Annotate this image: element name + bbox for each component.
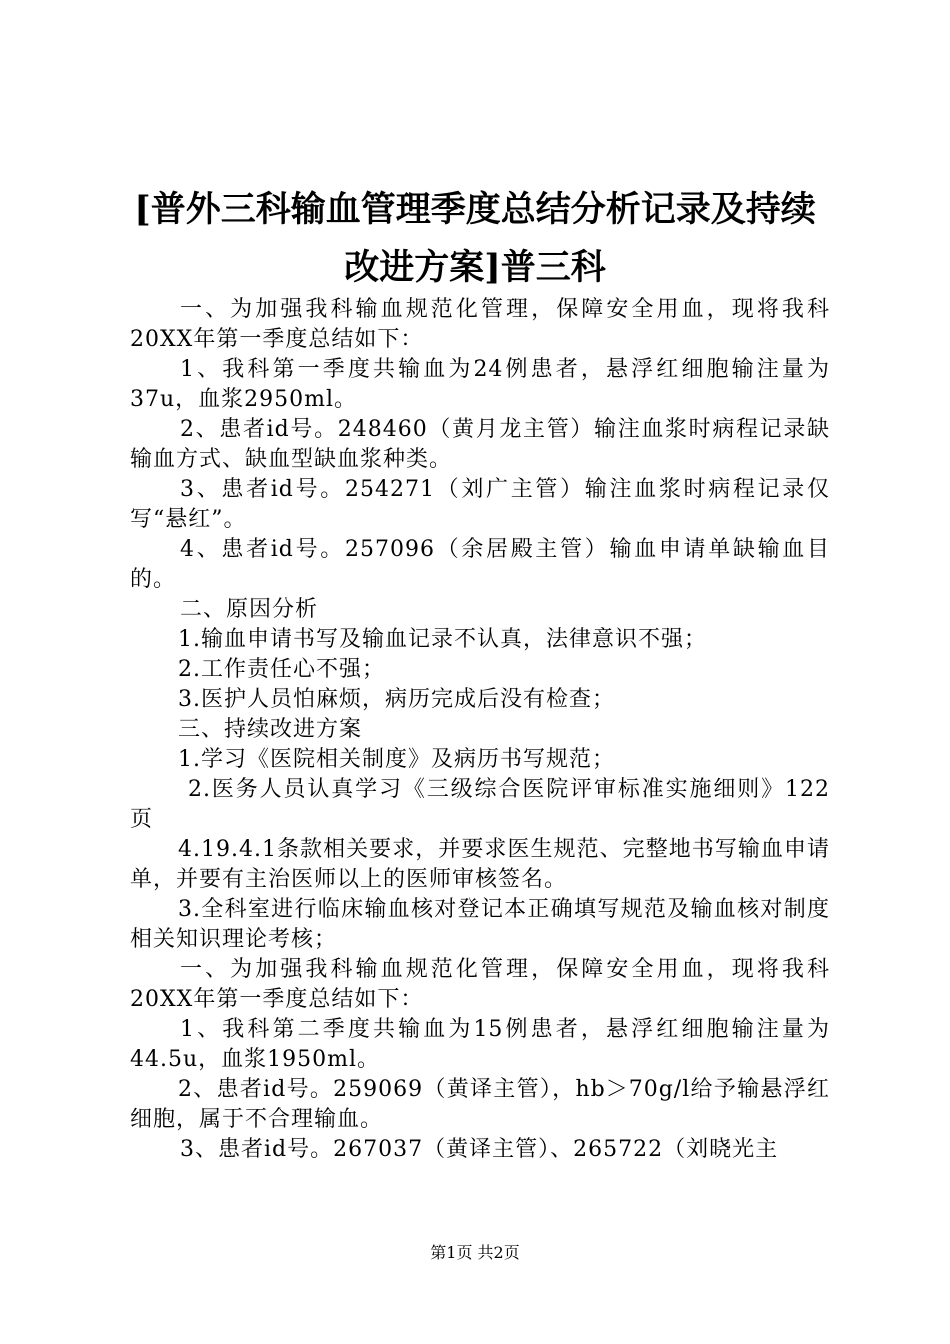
paragraph: 4、患者id号。257096（余居殿主管）输血申请单缺输血目的。	[130, 537, 830, 592]
paragraph: 一、为加强我科输血规范化管理，保障安全用血，现将我科20XX年第一季度总结如下：	[130, 297, 830, 352]
document-title-line-2: 改进方案]普三科	[344, 247, 606, 288]
document-title-line-1: [普外三科输血管理季度总结分析记录及持续	[134, 189, 816, 230]
paragraph: 1.输血申请书写及输血记录不认真，法律意识不强；	[178, 627, 707, 652]
section-heading: 二、原因分析	[180, 597, 319, 622]
paragraph: 2、患者id号。259069（黄译主管），hb＞70g/l给予输悬浮红细胞，属于不合理输血。	[130, 1077, 830, 1132]
paragraph: 2.工作责任心不强；	[178, 657, 385, 682]
paragraph: 3.全科室进行临床输血核对登记本正确填写规范及输血核对制度相关知识理论考核；	[130, 897, 830, 952]
paragraph: 2、患者id号。248460（黄月龙主管）输注血浆时病程记录缺输血方式、缺血型缺血浆种类。	[130, 417, 830, 472]
paragraph: 1.学习《医院相关制度》及病历书写规范；	[178, 747, 615, 772]
paragraph: 3.医护人员怕麻烦，病历完成后没有检查；	[178, 687, 615, 712]
paragraph: 2.医务人员认真学习《三级综合医院评审标准实施细则》122页	[130, 777, 830, 832]
paragraph: 4.19.4.1条款相关要求，并要求医生规范、完整地书写输血申请单，并要有主治医师以上的医师审核签名。	[130, 837, 830, 892]
section-heading: 三、持续改进方案	[178, 717, 363, 742]
document-body	[130, 295, 830, 1165]
paragraph: 一、为加强我科输血规范化管理，保障安全用血，现将我科20XX年第一季度总结如下：	[130, 957, 830, 1012]
paragraph: 1、我科第一季度共输血为24例患者，悬浮红细胞输注量为37u，血浆2950ml。	[130, 357, 830, 412]
page-footer: 第1页 共2页	[430, 1243, 520, 1262]
paragraph: 3、患者id号。267037（黄译主管）、265722（刘晓光主	[180, 1137, 779, 1162]
paragraph: 3、患者id号。254271（刘广主管）输注血浆时病程记录仅写“悬红”。	[130, 477, 830, 532]
paragraph: 1、我科第二季度共输血为15例患者，悬浮红细胞输注量为44.5u，血浆1950ml。	[130, 1017, 830, 1072]
